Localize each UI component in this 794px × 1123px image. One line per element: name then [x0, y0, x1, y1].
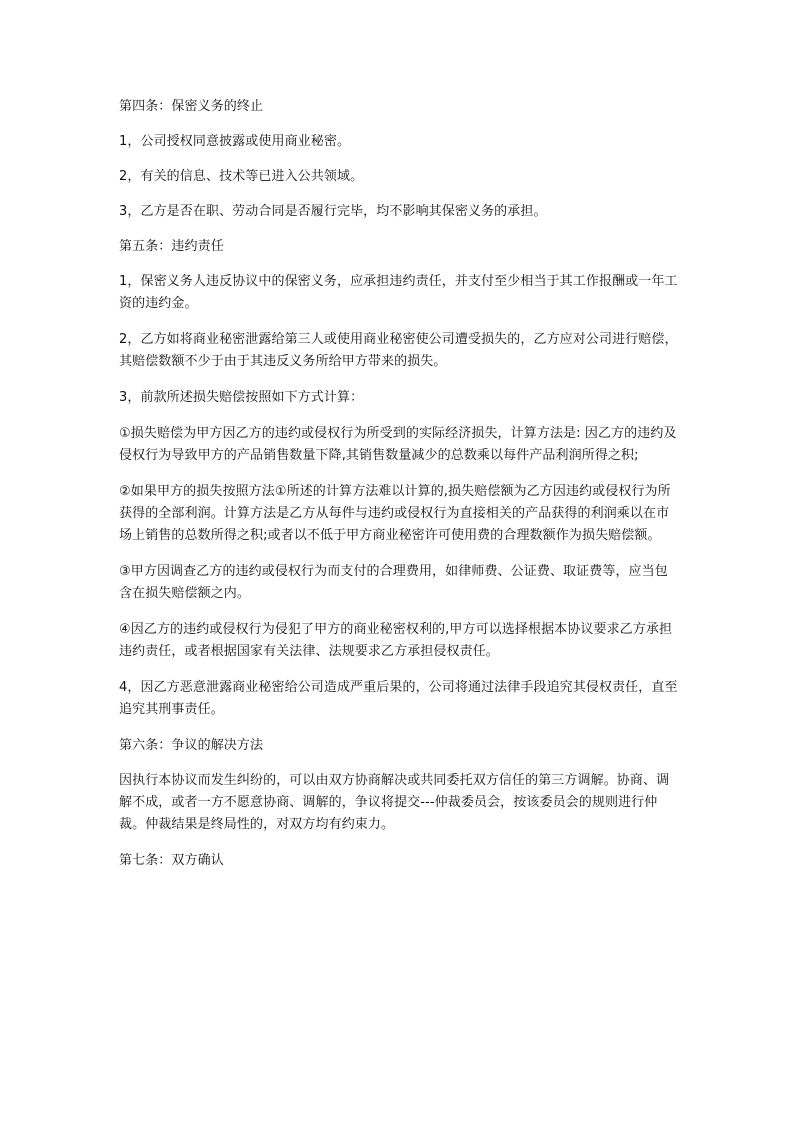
article-5-clause-3-item-3: ③甲方因调查乙方的违约或侵权行为而支付的合理费用，如律师费、公证费、取证费等，应当包含在损失赔偿额之内。 [119, 564, 668, 601]
article-4-clause-1: 1，公司授权同意披露或使用商业秘密。 [119, 134, 351, 149]
article-4-title: 第四条：保密义务的终止 [119, 99, 264, 114]
article-5-clause-3: 3，前款所述损失赔偿按照如下方式计算： [119, 390, 364, 405]
article-4-clause-3: 3，乙方是否在职、劳动合同是否履行完毕，均不影响其保密义务的承担。 [119, 204, 547, 219]
article-5-clause-3-item-1: ①损失赔偿为甲方因乙方的违约或侵权行为所受到的实际经济损失，计算方法是: 因乙方的违约及侵权行为导致甲方的产品销售数量下降,其销售数量减少的总数乘以每件产品利润所得之积; [119, 426, 677, 463]
article-6-body: 因执行本协议而发生纠纷的，可以由双方协商解决或共同委托双方信任的第三方调解。协商、调解不成，或者一方不愿意协商、调解的，争议将提交---仲裁委员会，按该委员会的规则进行仲裁。仲裁结果是终局性的，对双方均有约束力。 [119, 773, 670, 832]
article-5-clause-3-item-2: ②如果甲方的损失按照方法①所述的计算方法难以计算的,损失赔偿额为乙方因违约或侵权行为所获得的全部利润。计算方法是乙方从每件与违约或侵权行为直接相关的产品获得的利润乘以在市场上销售的总数所得之积;或者以不低于甲方商业秘密许可使用费的合理数额作为损失赔偿额。 [119, 484, 671, 543]
article-5-clause-3-item-4: ④因乙方的违约或侵权行为侵犯了甲方的商业秘密权利的,甲方可以选择根据本协议要求乙方承担违约责任，或者根据国家有关法律、法规要求乙方承担侵权责任。 [119, 622, 673, 659]
article-6-title: 第六条：争议的解决方法 [119, 738, 264, 753]
document-body [119, 96, 679, 872]
article-5-clause-4: 4，因乙方恶意泄露商业秘密给公司造成严重后果的，公司将通过法律手段追究其侵权责任，直至追究其刑事责任。 [119, 680, 678, 717]
article-5-title: 第五条：违约责任 [119, 239, 224, 254]
article-4-clause-2: 2，有关的信息、技术等已进入公共领域。 [119, 169, 364, 184]
article-7-title: 第七条：双方确认 [119, 853, 224, 868]
article-5-clause-2: 2，乙方如将商业秘密泄露给第三人或使用商业秘密使公司遭受损失的，乙方应对公司进行赔偿，其赔偿数额不少于由于其违反义务所给甲方带来的损失。 [119, 332, 678, 369]
article-5-clause-1: 1，保密义务人违反协议中的保密义务，应承担违约责任，并支付至少相当于其工作报酬或一年工资的违约金。 [119, 274, 678, 311]
